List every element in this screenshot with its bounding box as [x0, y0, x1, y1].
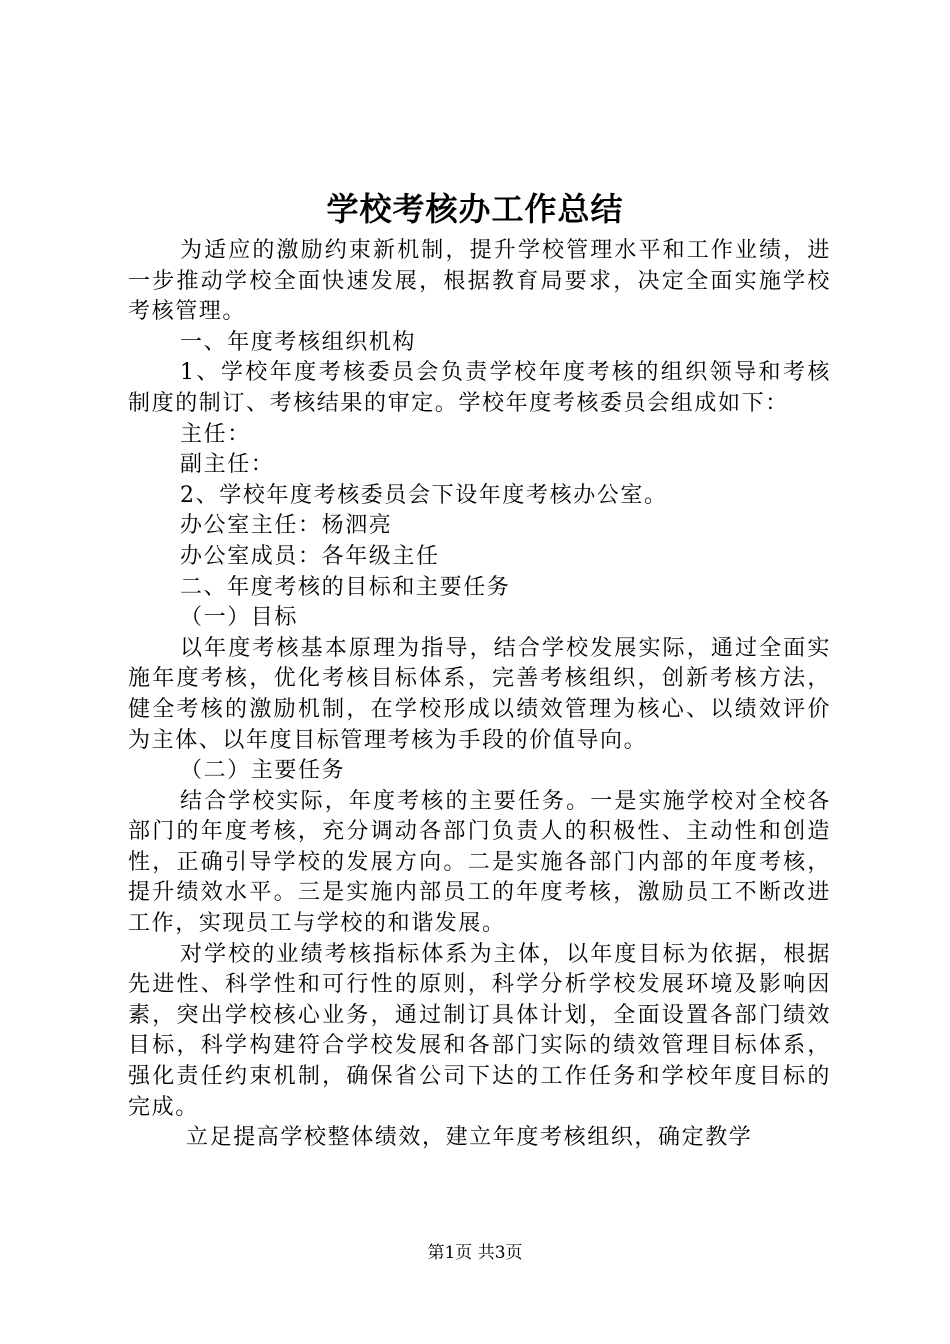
document-body: [128, 236, 831, 1154]
line-office-members: 办公室成员：各年级主任: [180, 543, 440, 569]
line-deputy-director: 副主任：: [180, 452, 275, 478]
paragraph-office: 2、学校年度考核委员会下设年度考核办公室。: [180, 482, 668, 508]
heading-section-1: 一、年度考核组织机构: [180, 329, 417, 355]
paragraph-indicators: 对学校的业绩考核指标体系为主体，以年度目标为依据，根据先进性、科学性和可行性的原则，科学分析学校发展环境及影响因素，突出学校核心业务，通过制订具体计划，全面设置各部门绩效目标，科学构建符合学校发展和各部门实际的绩效管理目标体系，强化责任约束机制，确保省公司下达的工作任务和学校年度目标的完成。: [128, 941, 831, 1120]
subheading-main-tasks: （二）主要任务: [180, 758, 346, 784]
line-office-director: 办公室主任：杨泗亮: [180, 513, 393, 539]
paragraph-intro: 为适应的激励约束新机制，提升学校管理水平和工作业绩，进一步推动学校全面快速发展，根据教育局要求，决定全面实施学校考核管理。: [128, 238, 831, 325]
paragraph-goals: 以年度考核基本原理为指导，结合学校发展实际，通过全面实施年度考核，优化考核目标体系，完善考核组织，创新考核方法，健全考核的激励机制，在学校形成以绩效管理为核心、以绩效评价为主体、以年度目标管理考核为手段的价值导向。: [128, 635, 831, 753]
paragraph-main-tasks: 结合学校实际，年度考核的主要任务。一是实施学校对全校各部门的年度考核，充分调动各部门负责人的积极性、主动性和创造性，正确引导学校的发展方向。二是实施各部门内部的年度考核，提升绩效水平。三是实施内部员工的年度考核，激励员工不断改进工作，实现员工与学校的和谐发展。: [128, 788, 831, 937]
paragraph-performance: 立足提高学校整体绩效，建立年度考核组织，确定教学: [186, 1125, 753, 1151]
document-title: 学校考核办工作总结: [326, 190, 624, 228]
heading-section-2: 二、年度考核的目标和主要任务: [180, 574, 511, 600]
page-footer: 第1页 共3页: [427, 1243, 523, 1263]
subheading-goals: （一）目标: [180, 605, 299, 631]
line-director: 主任：: [180, 421, 251, 447]
paragraph-committee: 1、学校年度考核委员会负责学校年度考核的组织领导和考核制度的制订、考核结果的审定。学校年度考核委员会组成如下：: [128, 360, 831, 416]
